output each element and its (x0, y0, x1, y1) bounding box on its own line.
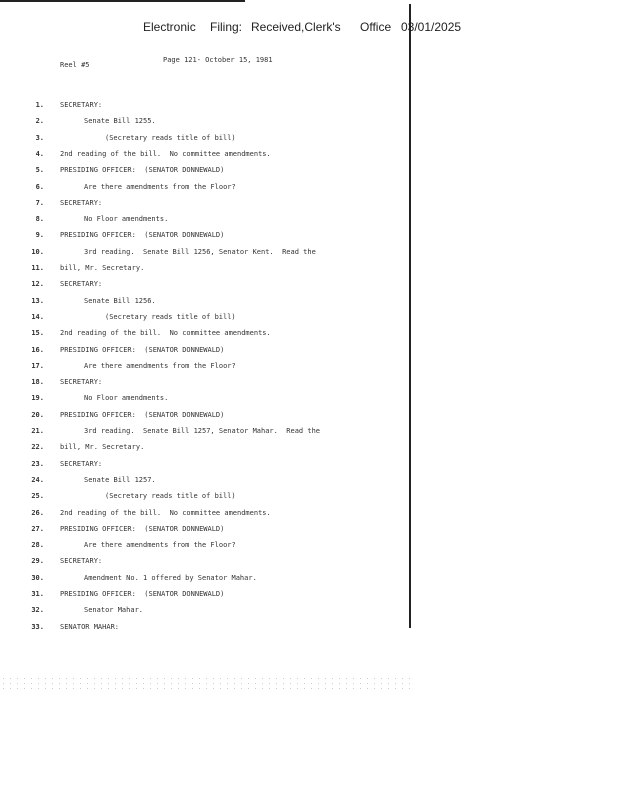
line-text: PRESIDING OFFICER: (SENATOR DONNEWALD) (60, 231, 225, 240)
line-number: 8. (35, 215, 44, 224)
line-text: 2nd reading of the bill. No committee amendments. (60, 508, 271, 517)
line-number: 5. (35, 166, 44, 175)
line-number: 16. (31, 345, 44, 354)
line-text: SENATOR MAHAR: (60, 622, 120, 631)
line-text: (Secretary reads title of bill) (105, 133, 236, 142)
line-text: SECRETARY: (60, 101, 103, 109)
line-text: 3rd reading. Senate Bill 1257, Senator Mahar. Read the (84, 427, 321, 435)
stamp-date: 03/01/2025 (401, 20, 462, 34)
line-text: No Floor amendments. (84, 394, 169, 403)
line-number: 15. (31, 329, 44, 338)
line-text: PRESIDING OFFICER: (SENATOR DONNEWALD) (60, 345, 225, 354)
line-number: 3. (35, 133, 44, 142)
line-number: 21. (31, 427, 44, 435)
line-text: (Secretary reads title of bill) (105, 312, 236, 321)
line-number: 19. (31, 394, 44, 403)
line-text: bill, Mr. Secretary. (60, 443, 145, 452)
line-text: PRESIDING OFFICER: (SENATOR DONNEWALD) (60, 590, 225, 598)
line-text: Amendment No. 1 offered by Senator Mahar. (84, 573, 257, 582)
line-number: 29. (31, 557, 44, 566)
line-number: 24. (31, 475, 44, 484)
stamp-word-office: Office (360, 20, 392, 34)
right-margin-rule (409, 4, 411, 628)
stamp-word-filing: Filing: (210, 20, 243, 34)
line-text: Senate Bill 1256. (84, 296, 156, 305)
line-text: bill, Mr. Secretary. (60, 264, 145, 272)
line-number: 20. (31, 410, 44, 419)
line-text: Senate Bill 1257. (84, 475, 156, 484)
line-number: 22. (31, 443, 44, 452)
line-text: Senate Bill 1255. (84, 117, 156, 126)
line-number: 18. (31, 378, 44, 387)
line-number: 13. (31, 296, 44, 305)
line-number: 4. (35, 149, 44, 158)
line-text: PRESIDING OFFICER: (SENATOR DONNEWALD) (60, 166, 225, 175)
line-text: Senator Mahar. (84, 606, 144, 615)
line-number: 28. (31, 541, 44, 550)
line-number: 10. (31, 247, 44, 256)
line-text: Are there amendments from the Floor? (84, 361, 236, 370)
line-number: 9. (35, 231, 44, 240)
line-text: PRESIDING OFFICER: (SENATOR DONNEWALD) (60, 410, 225, 419)
line-text: Are there amendments from the Floor? (84, 182, 236, 191)
line-text: 2nd reading of the bill. No committee amendments. (60, 149, 271, 158)
top-rule (0, 0, 245, 2)
line-text: SECRETARY: (60, 198, 103, 207)
line-number: 33. (31, 622, 44, 631)
scan-noise (0, 676, 410, 690)
line-number: 7. (35, 198, 44, 207)
reel-label: Reel #5 (60, 61, 90, 69)
line-number: 11. (31, 264, 44, 272)
line-number: 17. (31, 361, 44, 370)
line-number: 31. (31, 590, 44, 598)
line-number: 6. (35, 182, 44, 191)
line-text: SECRETARY: (60, 459, 103, 468)
line-number: 1. (35, 101, 44, 109)
line-number: 26. (31, 508, 44, 517)
line-number: 30. (31, 573, 44, 582)
line-text: SECRETARY: (60, 280, 103, 289)
line-text: SECRETARY: (60, 378, 103, 387)
line-text: 3rd reading. Senate Bill 1256, Senator Kent. Read the (84, 247, 316, 256)
line-number: 14. (31, 312, 44, 321)
line-number: 12. (31, 280, 44, 289)
line-number: 25. (31, 492, 44, 501)
line-text: (Secretary reads title of bill) (105, 492, 236, 501)
stamp-word-received: Received,Clerk's (251, 20, 341, 34)
stamp-word-electronic: Electronic (143, 20, 196, 34)
line-number: 23. (31, 459, 44, 468)
line-text: Are there amendments from the Floor? (84, 541, 236, 550)
line-text: 2nd reading of the bill. No committee amendments. (60, 329, 271, 338)
page-header: Page 121- October 15, 1981 (163, 56, 273, 64)
line-number: 32. (31, 606, 44, 615)
line-number: 2. (35, 117, 44, 126)
filing-stamp (0, 20, 618, 38)
line-text: No Floor amendments. (84, 215, 169, 224)
line-text: SECRETARY: (60, 557, 103, 566)
line-text: PRESIDING OFFICER: (SENATOR DONNEWALD) (60, 524, 225, 533)
line-number: 27. (31, 524, 44, 533)
